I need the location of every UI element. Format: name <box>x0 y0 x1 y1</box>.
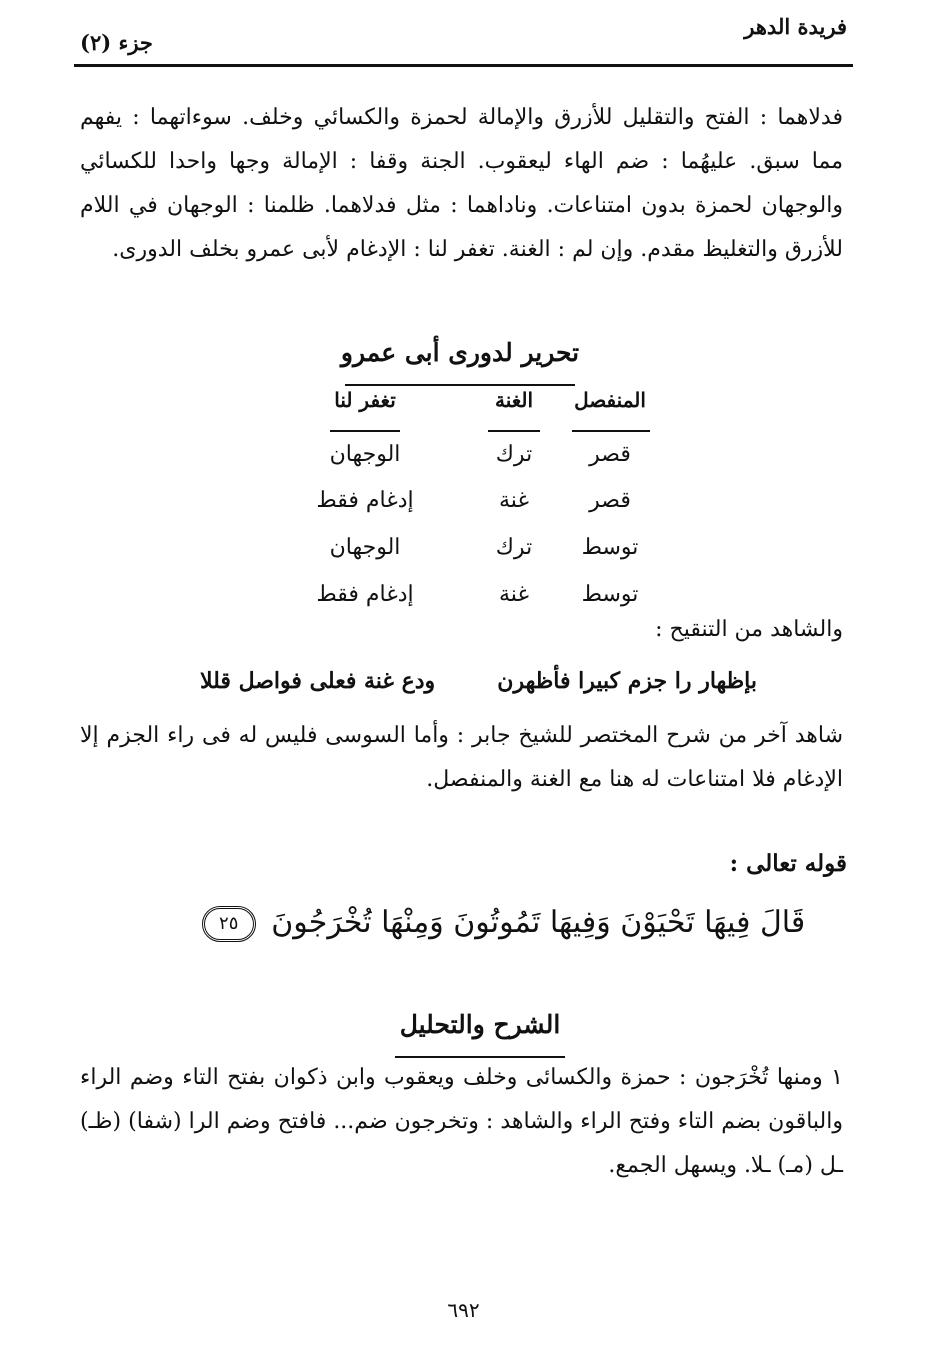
quran-verse <box>160 905 847 942</box>
poem-first-hemistich: بإظهار را جزم كبيرا فأظهرن <box>497 668 757 694</box>
table-cell: ترك <box>495 442 533 467</box>
table-cell: إدغام فقط <box>316 488 414 513</box>
table-title-rule <box>345 384 575 386</box>
table-title: تحرير لدورى أبى عمرو <box>340 338 580 367</box>
table-cell: ترك <box>495 535 533 560</box>
paragraph-second-witness: شاهد آخر من شرح المختصر للشيخ جابر : وأما السوسى فليس له فى راء الجزم إلا الإدغام فلا امتناعات له هنا مع الغنة والمنفصل. <box>80 723 843 792</box>
table-cell: توسط <box>581 535 639 560</box>
table-cell: قصر <box>589 488 631 513</box>
table-cell: الوجهان <box>329 535 401 560</box>
table-header-rule <box>572 430 650 432</box>
table-cell: غنة <box>499 582 529 607</box>
ayah-number-mark: ٢٥ <box>202 906 256 942</box>
quran-verse-text: قَالَ فِيهَا تَحْيَوْنَ وَفِيهَا تَمُوتُونَ وَمِنْهَا تُخْرَجُونَ <box>271 905 806 940</box>
table-header-taghfir: تغفر لنا <box>334 388 396 412</box>
paragraph-qiraat-notes: فدلاهما : الفتح والتقليل للأزرق والإمالة لحمزة والكسائي وخلف. سوءاتهما : يفهم مما سبق. عليهُما : ضم الهاء ليعقوب. الجنة وقفا : الإمالة وجها واحدا للكسائي والوجهان لحمزة بدون امتناعات. وناداهما : مثل فدلاهما. ظلمنا : الوجهان في اللام للأزرق والتغليظ مقدم. وإن لم : الغنة. تغفر لنا : الإدغام لأبى عمرو بخلف الدورى. <box>80 105 843 262</box>
section-heading-sharh: الشرح والتحليل <box>399 1010 561 1039</box>
table-header-ghunna: الغنة <box>494 388 534 412</box>
paragraph-sharh <box>80 1056 843 1188</box>
table-header-rule <box>330 430 400 432</box>
item-number: ١ <box>831 1065 843 1090</box>
table-cell: غنة <box>499 488 529 513</box>
running-head-part: جزء (٢) <box>80 30 153 55</box>
poem-second-hemistich: ودع غنة فعلى فواصل قللا <box>200 668 436 694</box>
header-rule <box>74 64 853 67</box>
qawl-heading: قوله تعالى : <box>729 850 847 877</box>
table-cell: توسط <box>581 582 639 607</box>
page-number: ٦٩٢ <box>447 1298 480 1322</box>
item-text: ومنها تُخْرَجون : حمزة والكسائى وخلف ويعقوب وابن ذكوان بفتح التاء وضم الراء والباقون بضم التاء وفتح الراء والشاهد : وتخرجون ضم... فافتح وضم الرا (شفا) (ظـ) ـل (مـ) ـلا. ويسهل الجمع. <box>80 1065 843 1178</box>
table-header-munfasil: المنفصل <box>574 388 646 412</box>
running-head-title: فريدة الدهر <box>744 14 847 39</box>
table-header-rule <box>488 430 540 432</box>
table-cell: الوجهان <box>329 442 401 467</box>
table-cell: قصر <box>589 442 631 467</box>
table-cell: إدغام فقط <box>316 582 414 607</box>
shahid-intro: والشاهد من التنقيح : <box>655 617 843 642</box>
